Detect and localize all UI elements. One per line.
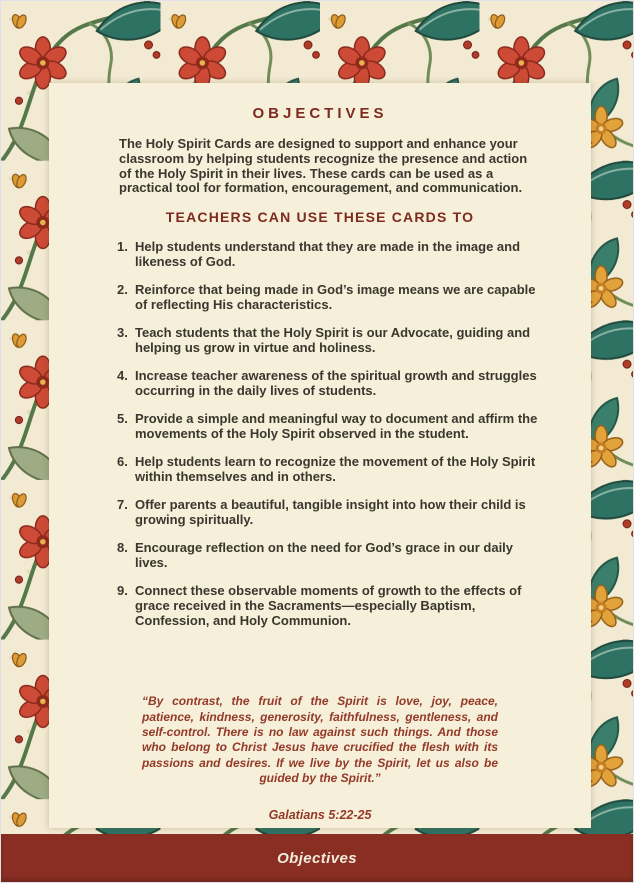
list-item — [117, 282, 541, 312]
list-item-number: 5. — [117, 411, 128, 427]
list-item — [117, 368, 541, 398]
footer-bar — [1, 834, 633, 882]
list-item-text: Help students understand that they are made in the image and likeness of God. — [135, 239, 521, 270]
list-item — [117, 454, 541, 484]
list-item-number: 1. — [117, 239, 128, 255]
list-item-text: Help students learn to recognize the movement of the Holy Spirit within themselves and in others. — [135, 454, 536, 485]
list-item-text: Teach students that the Holy Spirit is our Advocate, guiding and helping us grow in virtue and holiness. — [135, 325, 531, 356]
list-item-number: 7. — [117, 497, 128, 513]
objectives-list — [49, 239, 591, 628]
list-item — [117, 540, 541, 570]
intro-paragraph: The Holy Spirit Cards are designed to support and enhance your classroom by helping students recognize the presence and action of the Holy Spirit in their lives. These cards can be used as a practical tool for formation, encouragement, and communication. — [119, 136, 528, 196]
list-item-number: 4. — [117, 368, 128, 384]
section-heading: TEACHERS CAN USE THESE CARDS TO — [165, 209, 475, 226]
quote-citation: Galatians 5:22-25 — [268, 807, 372, 822]
list-item-number: 2. — [117, 282, 128, 298]
content-panel — [49, 83, 591, 828]
list-item-number: 8. — [117, 540, 128, 556]
list-item — [117, 411, 541, 441]
list-item-number: 9. — [117, 583, 128, 599]
list-item-text: Provide a simple and meaningful way to document and affirm the movements of the Holy Spirit observed in the student. — [135, 411, 538, 442]
list-item-text: Encourage reflection on the need for God’s grace in our daily lives. — [135, 540, 514, 571]
footer-label: Objectives — [277, 849, 357, 867]
list-item-text: Reinforce that being made in God’s image means we are capable of reflecting His characteristics. — [135, 282, 536, 313]
list-item-text: Increase teacher awareness of the spiritual growth and struggles occurring in the daily lives of students. — [135, 368, 537, 399]
list-item — [117, 583, 541, 628]
list-item-text: Connect these observable moments of growth to the effects of grace received in the Sacraments—especially Baptism, Confession, and Holy Communion. — [135, 583, 522, 629]
list-item — [117, 239, 541, 269]
list-item — [117, 497, 541, 527]
list-item-number: 6. — [117, 454, 128, 470]
list-item-text: Offer parents a beautiful, tangible insight into how their child is growing spiritually. — [135, 497, 526, 528]
list-item-number: 3. — [117, 325, 128, 341]
scripture-quote: “By contrast, the fruit of the Spirit is love, joy, peace, patience, kindness, generosity, faithfulness, gentleness, and self-control. There is no law against such things. And those who belong to Christ Jesus have crucified the flesh with its passions and desires. If we live by the Spirit, let us also be guided by the Spirit.” — [142, 694, 498, 786]
list-item — [117, 325, 541, 355]
page-title: OBJECTIVES — [252, 105, 388, 122]
